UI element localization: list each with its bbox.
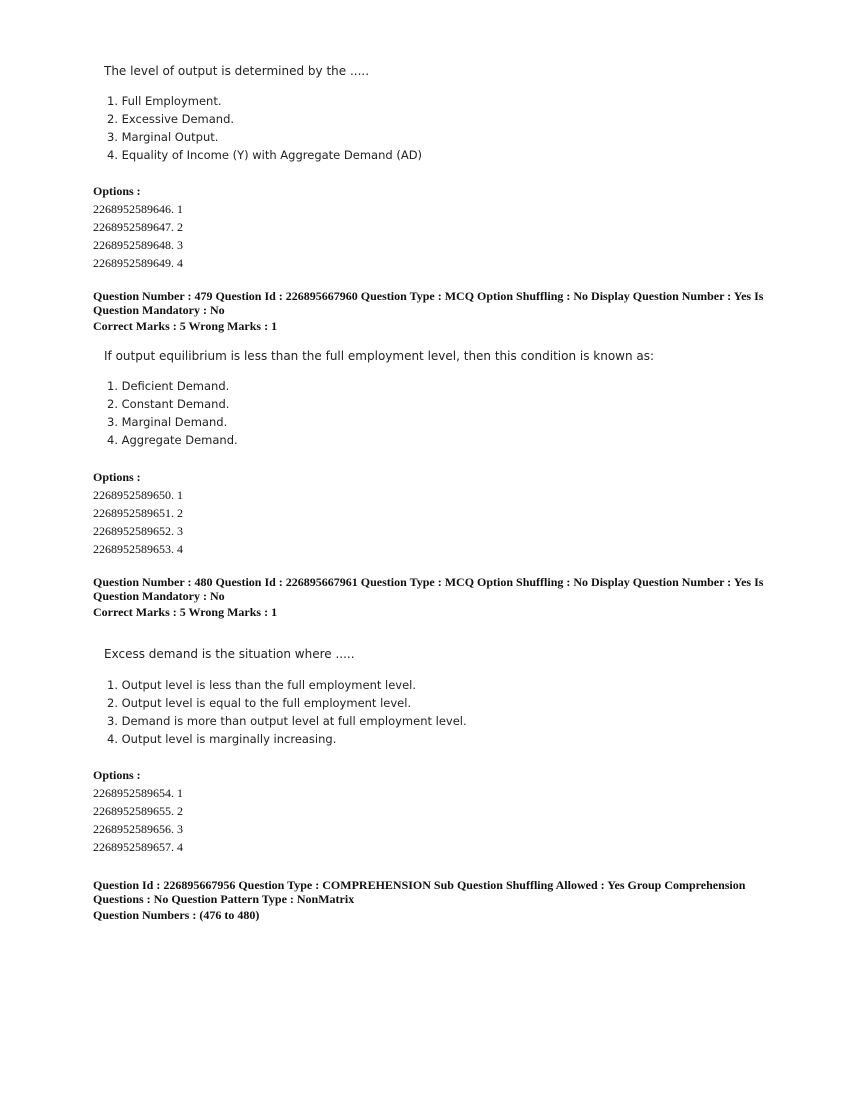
q479-option-3: 2268952589652. 3 xyxy=(93,524,183,538)
q479-choice-list xyxy=(107,377,238,449)
q479-choice-2: 2. Constant Demand. xyxy=(107,397,230,411)
q478-choice-3: 3. Marginal Output. xyxy=(107,130,219,144)
q479-choice-3: 3. Marginal Demand. xyxy=(107,415,228,429)
comprehension-metadata xyxy=(93,879,765,923)
q479-option-2: 2268952589651. 2 xyxy=(93,506,183,520)
q479-choice-4: 4. Aggregate Demand. xyxy=(107,433,238,447)
q478-option-3: 2268952589648. 3 xyxy=(93,238,183,252)
q480-choice-4: 4. Output level is marginally increasing. xyxy=(107,732,337,746)
q478-option-1: 2268952589646. 1 xyxy=(93,202,183,216)
q478-choice-2: 2. Excessive Demand. xyxy=(107,112,235,126)
q480-choice-list xyxy=(107,676,467,748)
q480-option-2: 2268952589655. 2 xyxy=(93,804,183,818)
q480-question-text: Excess demand is the situation where ..... xyxy=(104,647,355,661)
q478-choice-4: 4. Equality of Income (Y) with Aggregate Demand (AD) xyxy=(107,148,423,162)
q480-options-heading: Options : xyxy=(93,768,141,782)
q479-options-heading: Options : xyxy=(93,470,141,484)
comprehension-question-numbers: Question Numbers : (476 to 480) xyxy=(93,908,260,922)
q478-choice-list xyxy=(107,92,422,164)
q479-metadata xyxy=(93,290,765,334)
q480-option-4: 2268952589657. 4 xyxy=(93,840,183,854)
q480-choice-2: 2. Output level is equal to the full employment level. xyxy=(107,696,412,710)
q480-meta-line1: Question Number : 480 Question Id : 226895667961 Question Type : MCQ Option Shuffling : No Display Question Number : Yes Is Question Mandatory : No xyxy=(93,575,764,603)
q478-option-4: 2268952589649. 4 xyxy=(93,256,183,270)
q480-metadata xyxy=(93,576,765,620)
q479-option-1: 2268952589650. 1 xyxy=(93,488,183,502)
q480-choice-1: 1. Output level is less than the full employment level. xyxy=(107,678,417,692)
comprehension-meta-line1: Question Id : 226895667956 Question Type : COMPREHENSION Sub Question Shuffling Allowed : Yes Group Comprehension Questions : No Question Pattern Type : NonMatrix xyxy=(93,878,746,906)
q478-question-text: The level of output is determined by the ..... xyxy=(104,64,370,78)
q479-meta-line1: Question Number : 479 Question Id : 226895667960 Question Type : MCQ Option Shuffling : No Display Question Number : Yes Is Question Mandatory : No xyxy=(93,289,764,317)
q480-meta-marks: Correct Marks : 5 Wrong Marks : 1 xyxy=(93,605,278,619)
q478-options-list xyxy=(93,200,183,272)
q480-choice-3: 3. Demand is more than output level at full employment level. xyxy=(107,714,467,728)
q479-question-text: If output equilibrium is less than the full employment level, then this condition is known as: xyxy=(104,349,655,363)
q479-option-4: 2268952589653. 4 xyxy=(93,542,183,556)
q480-options-list xyxy=(93,784,183,856)
q478-choice-1: 1. Full Employment. xyxy=(107,94,222,108)
q479-choice-1: 1. Deficient Demand. xyxy=(107,379,230,393)
q479-options-list xyxy=(93,486,183,558)
q480-option-3: 2268952589656. 3 xyxy=(93,822,183,836)
q480-option-1: 2268952589654. 1 xyxy=(93,786,183,800)
q479-meta-marks: Correct Marks : 5 Wrong Marks : 1 xyxy=(93,319,278,333)
q478-options-heading: Options : xyxy=(93,184,141,198)
q478-option-2: 2268952589647. 2 xyxy=(93,220,183,234)
